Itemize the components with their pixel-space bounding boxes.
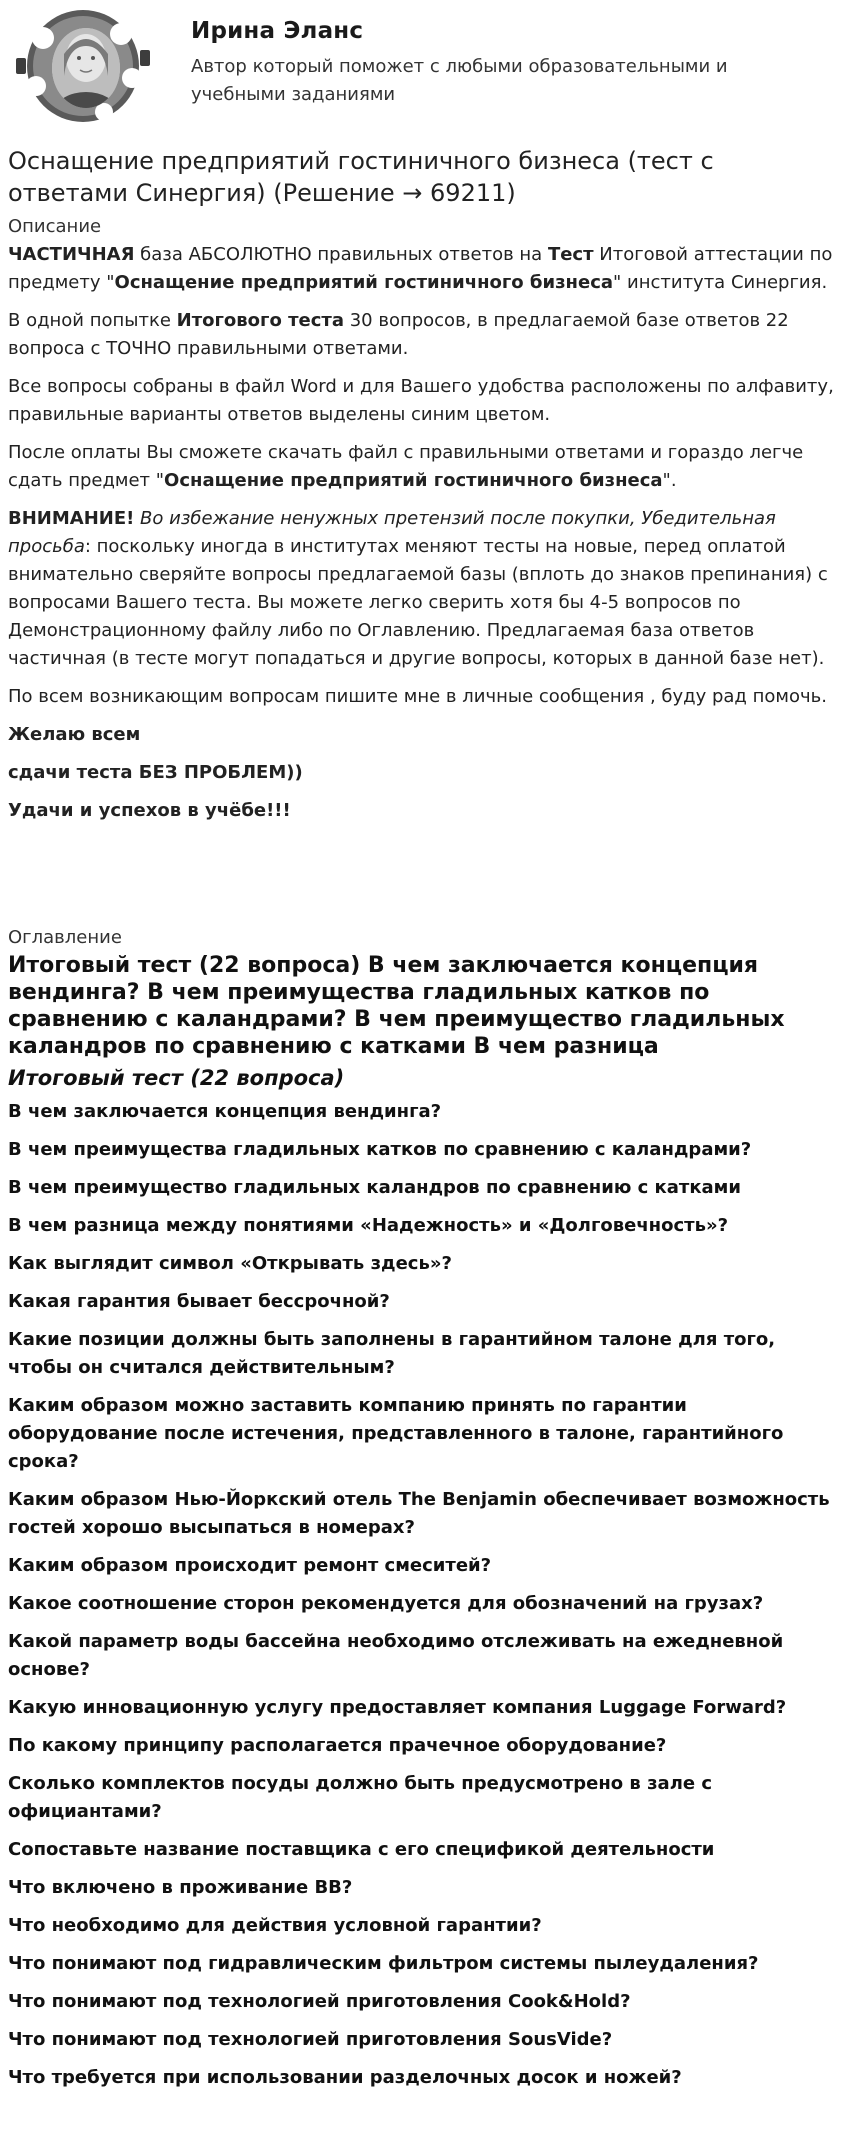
toc-item: Что необходимо для действия условной гарантии? <box>8 1915 542 1936</box>
toc-item: Каким образом Нью-Йоркский отель The Benjamin обеспечивает возможность гостей хорошо высыпаться в номерах? <box>8 1489 830 1538</box>
toc-item: Что требуется при использовании разделочных досок и ножей? <box>8 2067 682 2088</box>
toc-item: Сопоставьте название поставщика с его спецификой деятельности <box>8 1839 715 1860</box>
description-paragraph: Все вопросы собраны в файл Word и для Вашего удобства расположены по алфавиту, правильные варианты ответов выделены синим цветом. <box>8 376 834 425</box>
toc-item: Что включено в проживание ВВ? <box>8 1877 353 1898</box>
toc-item: Какая гарантия бывает бессрочной? <box>8 1291 390 1312</box>
toc-item: Что понимают под технологией приготовления Cook&Hold? <box>8 1991 631 2012</box>
wish-line: Удачи и успехов в учёбе!!! <box>8 800 291 821</box>
toc-item: Каким образом можно заставить компанию принять по гарантии оборудование после истечения, представленного в талоне, гарантийного срока? <box>8 1395 784 1472</box>
description-paragraph <box>8 241 836 297</box>
toc-item: По какому принципу располагается прачечное оборудование? <box>8 1735 667 1756</box>
author-name[interactable]: Ирина Эланс <box>191 18 364 44</box>
wish-line: Желаю всем <box>8 724 141 745</box>
emphasis-text: ЧАСТИЧНАЯ <box>8 244 135 265</box>
body-text: Итоговой аттестации по предмету " <box>8 244 833 293</box>
emphasis-text: Итогового теста <box>176 310 344 331</box>
toc-item: В чем преимущества гладильных катков по сравнению с каландрами? <box>8 1139 752 1160</box>
page-title: Оснащение предприятий гостиничного бизнеса (тест с ответами Синергия) (Решение → 69211) <box>8 147 714 207</box>
body-text: " института Синергия. <box>613 272 828 293</box>
description-paragraph <box>8 307 836 363</box>
toc-heading: Итоговый тест (22 вопроса) В чем заключается концепция вендинга? В чем преимущества гладильных катков по сравнению с каландрами? В чем преимущество гладильных каландров по сравнению с катками В чем разница <box>8 953 785 1059</box>
description-paragraph: По всем возникающим вопросам пишите мне в личные сообщения , буду рад помочь. <box>8 686 827 707</box>
body-text: 30 вопросов, в предлагаемой базе ответов 22 вопроса с ТОЧНО правильными ответами. <box>8 310 789 359</box>
author-card <box>8 6 838 126</box>
description-paragraph <box>8 505 836 673</box>
toc-item: Какое соотношение сторон рекомендуется для обозначений на грузах? <box>8 1593 764 1614</box>
emphasis-text: Оснащение предприятий гостиничного бизнеса <box>114 272 614 293</box>
wish-line: сдачи теста БЕЗ ПРОБЛЕМ)) <box>8 762 303 783</box>
toc-list <box>8 1098 838 2102</box>
toc-item: Каким образом происходит ремонт смеситей? <box>8 1555 492 1576</box>
warning-text: ВНИМАНИЕ! <box>8 508 135 529</box>
body-text: база АБСОЛЮТНО правильных ответов на <box>134 244 548 265</box>
body-text: : поскольку иногда в институтах меняют тесты на новые, перед оплатой внимательно сверяйте вопросы предлагаемой базы (вплоть до знаков препинания) с вопросами Вашего теста. Вы можете легко сверить хотя бы 4-5 вопросов по Демонстрационному файлу либо по Оглавлению. Предлагаемая база ответов частичная (в тесте могут попадаться и другие вопросы, которых в данной базе нет). <box>8 536 828 669</box>
toc-label: Оглавление <box>8 927 122 948</box>
toc-item: В чем разница между понятиями «Надежность» и «Долговечность»? <box>8 1215 729 1236</box>
toc-item: Какой параметр воды бассейна необходимо отслеживать на ежедневной основе? <box>8 1631 784 1680</box>
toc-item: Что понимают под технологией приготовления SousVide? <box>8 2029 613 2050</box>
toc-subheading: Итоговый тест (22 вопроса) <box>8 1066 345 1090</box>
toc-item: Какую инновационную услугу предоставляет компания Luggage Forward? <box>8 1697 787 1718</box>
italic-text: Во избежание ненужных претензий после покупки, Убедительная просьба <box>8 508 776 557</box>
toc-item: Что понимают под гидравлическим фильтром системы пылеудаления? <box>8 1953 759 1974</box>
body-text: ". <box>662 470 677 491</box>
emphasis-text: Тест <box>547 244 594 265</box>
film-reel-avatar-icon <box>8 6 158 126</box>
author-description: Автор который поможет с любыми образовательными и учебными заданиями <box>191 56 728 105</box>
toc-item: Сколько комплектов посуды должно быть предусмотрено в зале с официантами? <box>8 1773 713 1822</box>
toc-item: В чем заключается концепция вендинга? <box>8 1101 442 1122</box>
emphasis-text: Оснащение предприятий гостиничного бизнеса <box>164 470 663 491</box>
body-text: В одной попытке <box>8 310 177 331</box>
description-paragraph <box>8 439 836 495</box>
toc-item: В чем преимущество гладильных каландров по сравнению с катками <box>8 1177 742 1198</box>
description-body <box>8 241 836 835</box>
toc-item: Как выглядит символ «Открывать здесь»? <box>8 1253 452 1274</box>
author-avatar[interactable] <box>8 6 158 126</box>
description-label: Описание <box>8 216 102 237</box>
body-text: После оплаты Вы сможете скачать файл с правильными ответами и гораздо легче сдать предмет " <box>8 442 804 491</box>
toc-item: Какие позиции должны быть заполнены в гарантийном талоне для того, чтобы он считался действительным? <box>8 1329 776 1378</box>
